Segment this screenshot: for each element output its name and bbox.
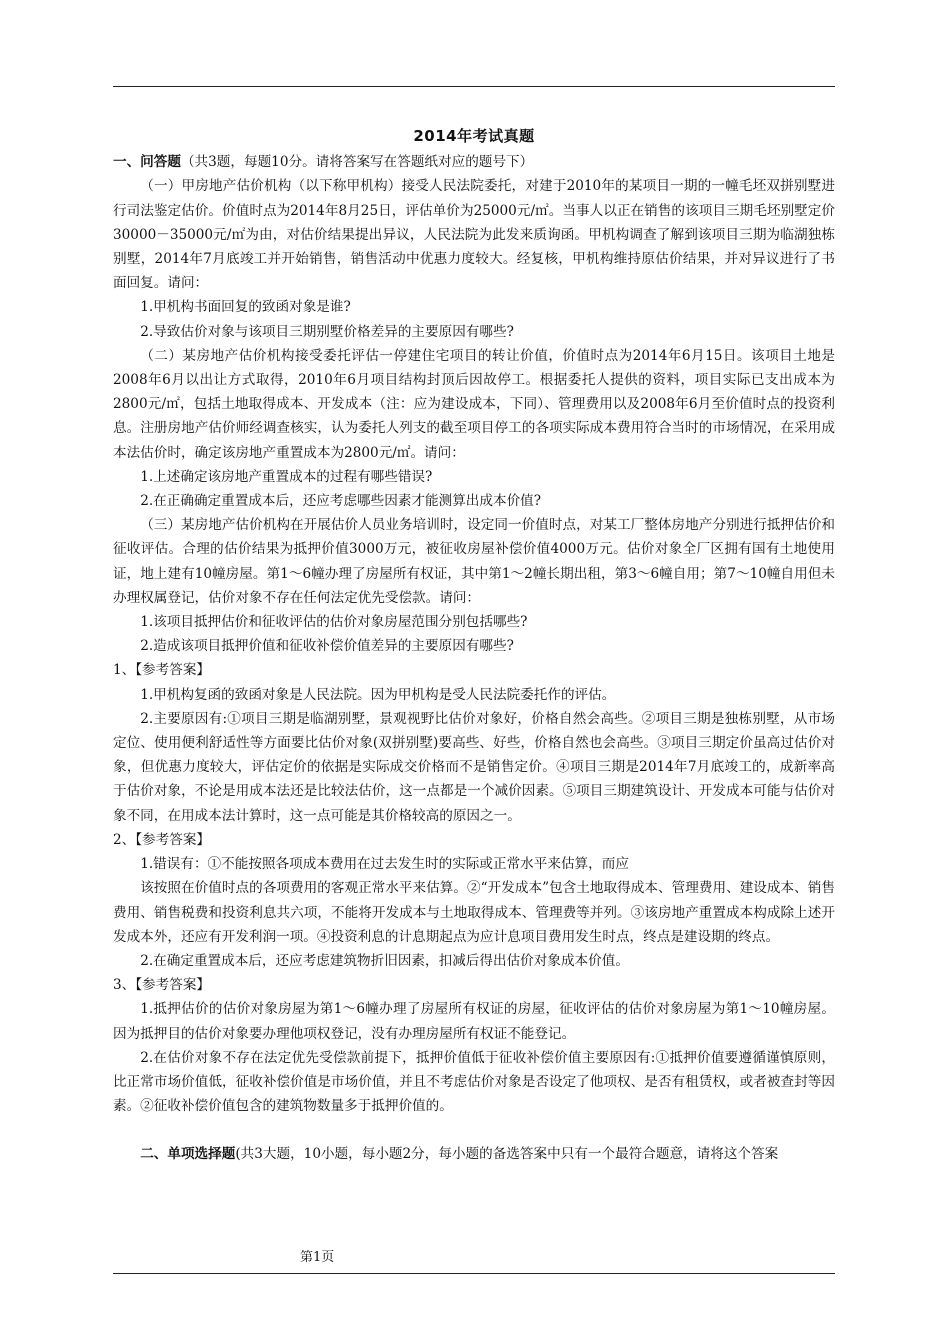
section2-heading <box>113 1142 835 1166</box>
section2-title: 二、单项选择题 <box>140 1146 236 1163</box>
question-3-sub-2: 2.造成该项目抵押价值和征收补偿价值差异的主要原因有哪些? <box>140 638 514 655</box>
question-3-sub-1: 1.该项目抵押估价和征收评估的估价对象房屋范围分别包括哪些? <box>140 614 528 631</box>
answer-2-part-1: 1.错误有：①不能按照各项成本费用在过去发生时的实际或正常水平来估算，而应 <box>140 856 629 873</box>
answer-2-heading: 2、【参考答案】 <box>113 831 211 848</box>
section1-note: （共3题，每题10分。请将答案写在答题纸对应的题号下） <box>180 154 534 171</box>
question-1: （一）甲房地产估价机构（以下称甲机构）接受人民法院委托，对建于2010年的某项目一期的一幢毛坯双拼别墅进行司法鉴定估价。价值时点为2014年8月25日，评估单价为25000元/㎡。当事人以正在销售的该项目三期毛坯别墅定价30000－35000元/㎡为由，对估价结果提出异议，人民法院为此发来质询函。甲机构调查了解到该项目三期为临湖独栋别墅，2014年7月底竣工并开始销售，销售活动中优惠力度较大。经复核，甲机构维持原估价结果，并对异议进行了书面回复。请问： <box>113 178 835 292</box>
answer-3-part-2: 2.在估价对象不存在法定优先受偿款前提下，抵押价值低于征收补偿价值主要原因有:①抵押价值要遵循谨慎原则，比正常市场价值低，征收补偿价值是市场价值，并且不考虑估价对象是否设定了他项权、是否有租赁权，或者被查封等因素。②征收补偿价值包含的建筑物数量多于抵押价值的。 <box>113 1049 835 1115</box>
page-title: 2014年考试真题 <box>413 127 535 145</box>
question-2: （二）某房地产估价机构接受委托评估一停建住宅项目的转让价值，价值时点为2014年6月15日。该项目土地是2008年6月以出让方式取得，2010年6月项目结构封顶后因故停工。根据委托人提供的资料，项目实际已支出成本为2800元/㎡，包括土地取得成本、开发成本（注：应为建设成本，下同）、管理费用以及2008年6月至价值时点的投资利息。注册房地产估价师经调查核实，认为委托人列支的截至项目停工的各项实际成本费用符合当时的市场情况，在采用成本法估价时，确定该房地产重置成本为2800元/㎡。请问： <box>113 347 835 461</box>
answer-1-part-1: 1.甲机构复函的致函对象是人民法院。因为甲机构是受人民法院委托作的评估。 <box>140 686 616 703</box>
answer-1-part-2: 2.主要原因有:①项目三期是临湖别墅，景观视野比估价对象好，价格自然会高些。②项目三期是独栋别墅，从市场定位、使用便利舒适性等方面要比估价对象(双拼别墅)要高些、好些，价格自然也会高些。③项目三期定价虽高过估价对象，但优惠力度较大，评估定价的依据是实际成交价格而不是销售定价。④项目三期是2014年7月底竣工的，成新率高于估价对象，不论是用成本法还是比较法估价，这一点都是一个减价因素。⑤项目三期建筑设计、开发成本可能与估价对象不同，在用成本法计算时，这一点可能是其价格较高的原因之一。 <box>113 710 835 824</box>
page-number: 第1页 <box>300 1250 335 1265</box>
answer-3-heading: 3、【参考答案】 <box>113 977 211 994</box>
answer-2-part-1-cont: 该按照在价值时点的各项费用的客观正常水平来估算。②“开发成本”包含土地取得成本、管理费用、建设成本、销售费用、销售税费和投资利息共六项，不能将开发成本与土地取得成本、管理费等并列。③该房地产重置成本构成除上述开发成本外，还应有开发利润一项。④投资利息的计息期起点为应计息项目费用发生时点，终点是建设期的终点。 <box>113 880 835 945</box>
footer-rule <box>113 1273 835 1274</box>
question-2-sub-1: 1.上述确定该房地产重置成本的过程有哪些错误? <box>140 468 433 485</box>
question-1-sub-2: 2.导致估价对象与该项目三期别墅价格差异的主要原因有哪些? <box>140 323 514 340</box>
spacer <box>113 1118 835 1142</box>
section1-title: 一、问答题 <box>113 154 181 171</box>
answer-2-part-2: 2.在确定重置成本后，还应考虑建筑物折旧因素，扣减后得出估价对象成本价值。 <box>140 952 629 969</box>
document-body <box>113 124 835 1167</box>
answer-3-part-1: 1.抵押估价的估价对象房屋为第1～6幢办理了房屋所有权证的房屋，征收评估的估价对象房屋为第1～10幢房屋。因为抵押目的估价对象要办理他项权登记，没有办理房屋所有权证不能登记。 <box>113 1001 835 1042</box>
section2-note: (共3大题，10小题，每小题2分，每小题的备选答案中只有一个最符合题意，请将这个答案 <box>235 1146 779 1163</box>
section1-heading <box>113 150 835 174</box>
question-2-sub-2: 2.在正确确定重置成本后，还应考虑哪些因素才能测算出成本价值? <box>140 493 542 510</box>
answer-1-heading: 1、【参考答案】 <box>113 662 211 679</box>
question-3: （三）某房地产估价机构在开展估价人员业务培训时，设定同一价值时点，对某工厂整体房地产分别进行抵押估价和征收评估。合理的估价结果为抵押价值3000万元，被征收房屋补偿价值4000万元。估价对象全厂区拥有国有土地使用证，地上建有10幢房屋。第1～6幢办理了房屋所有权证，其中第1～2幢长期出租，第3～6幢自用；第7～10幢自用但未办理权属登记，估价对象不存在任何法定优先受偿款。请问： <box>113 517 835 606</box>
header-rule <box>113 86 835 87</box>
question-1-sub-1: 1.甲机构书面回复的致函对象是谁? <box>140 299 351 316</box>
